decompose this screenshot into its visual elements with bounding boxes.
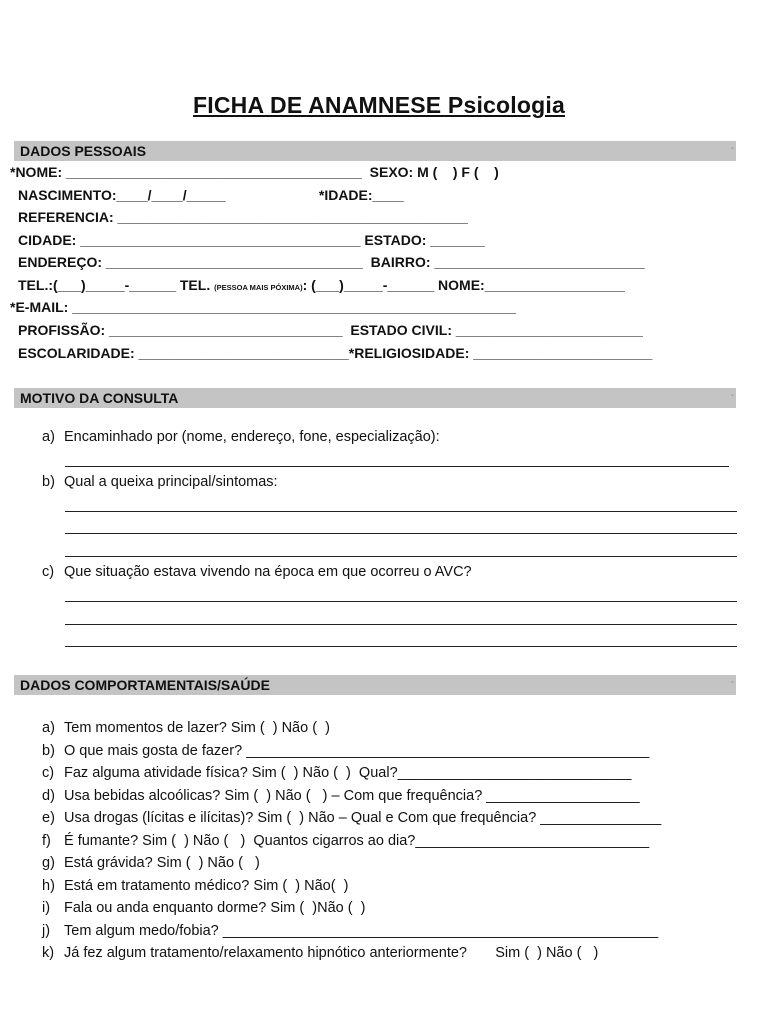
section-header-behavior — [14, 675, 736, 695]
field-email[interactable]: *E-MAIL: _________________________________________________________ — [10, 299, 517, 315]
section-dash: - — [730, 143, 734, 154]
section-header-personal — [14, 141, 736, 161]
behavior-item-a[interactable]: a) Tem momentos de lazer? Sim ( ) Não ( ) — [42, 720, 330, 736]
behavior-item-i[interactable]: i) Fala ou anda enquanto dorme? Sim ( )Não ( ) — [42, 900, 366, 916]
field-telefones[interactable] — [18, 277, 625, 293]
behavior-item-k[interactable]: k) Já fez algum tratamento/relaxamento hipnótico anteriormente? Sim ( ) Não ( ) — [42, 945, 599, 961]
behavior-item-d[interactable]: d) Usa bebidas alcoólicas? Sim ( ) Não ( ) – Com que frequência? ___________________ — [42, 788, 640, 804]
field-endereco[interactable]: ENDEREÇO: _________________________________ BAIRRO: ___________________________ — [18, 254, 645, 270]
answer-line[interactable] — [65, 466, 729, 467]
behavior-item-c[interactable]: c) Faz alguma atividade física? Sim ( ) Não ( ) Qual?_____________________________ — [42, 765, 632, 781]
behavior-item-g[interactable]: g) Está grávida? Sim ( ) Não ( ) — [42, 855, 260, 871]
section-label: MOTIVO DA CONSULTA — [20, 390, 179, 406]
behavior-item-j[interactable]: j) Tem algum medo/fobia? ______________________________________________________ — [42, 923, 659, 939]
answer-line[interactable] — [65, 533, 737, 534]
tel-label: TEL.:(___)_____-______ TEL. — [18, 277, 215, 293]
field-nome[interactable]: *NOME: ______________________________________ SEXO: M ( ) F ( ) — [10, 164, 499, 180]
field-escolaridade[interactable]: ESCOLARIDADE: ___________________________*RELIGIOSIDADE: _______________________ — [18, 345, 653, 361]
section-dash: - — [730, 390, 734, 401]
reason-item-c: c) Que situação estava vivendo na época em que ocorreu o AVC? — [42, 564, 472, 580]
section-label: DADOS PESSOAIS — [20, 143, 147, 159]
behavior-item-b[interactable]: b) O que mais gosta de fazer? __________________________________________________ — [42, 743, 650, 759]
answer-line[interactable] — [65, 601, 737, 602]
tel-small-note: (PESSOA MAIS PÓXIMA) — [214, 283, 303, 292]
answer-line[interactable] — [65, 624, 737, 625]
reason-item-b: b) Qual a queixa principal/sintomas: — [42, 474, 278, 490]
reason-item-a: a) Encaminhado por (nome, endereço, fone, especialização): — [42, 429, 440, 445]
section-header-reason — [14, 388, 736, 408]
form-title: FICHA DE ANAMNESE Psicologia — [193, 92, 565, 118]
field-profissao[interactable]: PROFISSÃO: ______________________________ ESTADO CIVIL: ________________________ — [18, 322, 643, 338]
behavior-item-f[interactable]: f) É fumante? Sim ( ) Não ( ) Quantos cigarros ao dia?_____________________________ — [42, 833, 650, 849]
behavior-item-h[interactable]: h) Está em tratamento médico? Sim ( ) Não( ) — [42, 878, 349, 894]
field-referencia[interactable]: REFERENCIA: _____________________________________________ — [18, 209, 468, 225]
section-dash: - — [730, 677, 734, 688]
answer-line[interactable] — [65, 646, 737, 647]
answer-line[interactable] — [65, 556, 737, 557]
tel-contact: : (___)_____-______ NOME:__________________ — [302, 277, 625, 293]
field-cidade[interactable]: CIDADE: ____________________________________ ESTADO: _______ — [18, 232, 485, 248]
answer-line[interactable] — [65, 511, 737, 512]
field-nascimento[interactable]: NASCIMENTO:____/____/_____ *IDADE:____ — [18, 187, 404, 203]
behavior-item-e[interactable]: e) Usa drogas (lícitas e ilícitas)? Sim ( ) Não – Qual e Com que frequência? _______________ — [42, 810, 662, 826]
section-label: DADOS COMPORTAMENTAIS/SAÚDE — [20, 677, 270, 693]
